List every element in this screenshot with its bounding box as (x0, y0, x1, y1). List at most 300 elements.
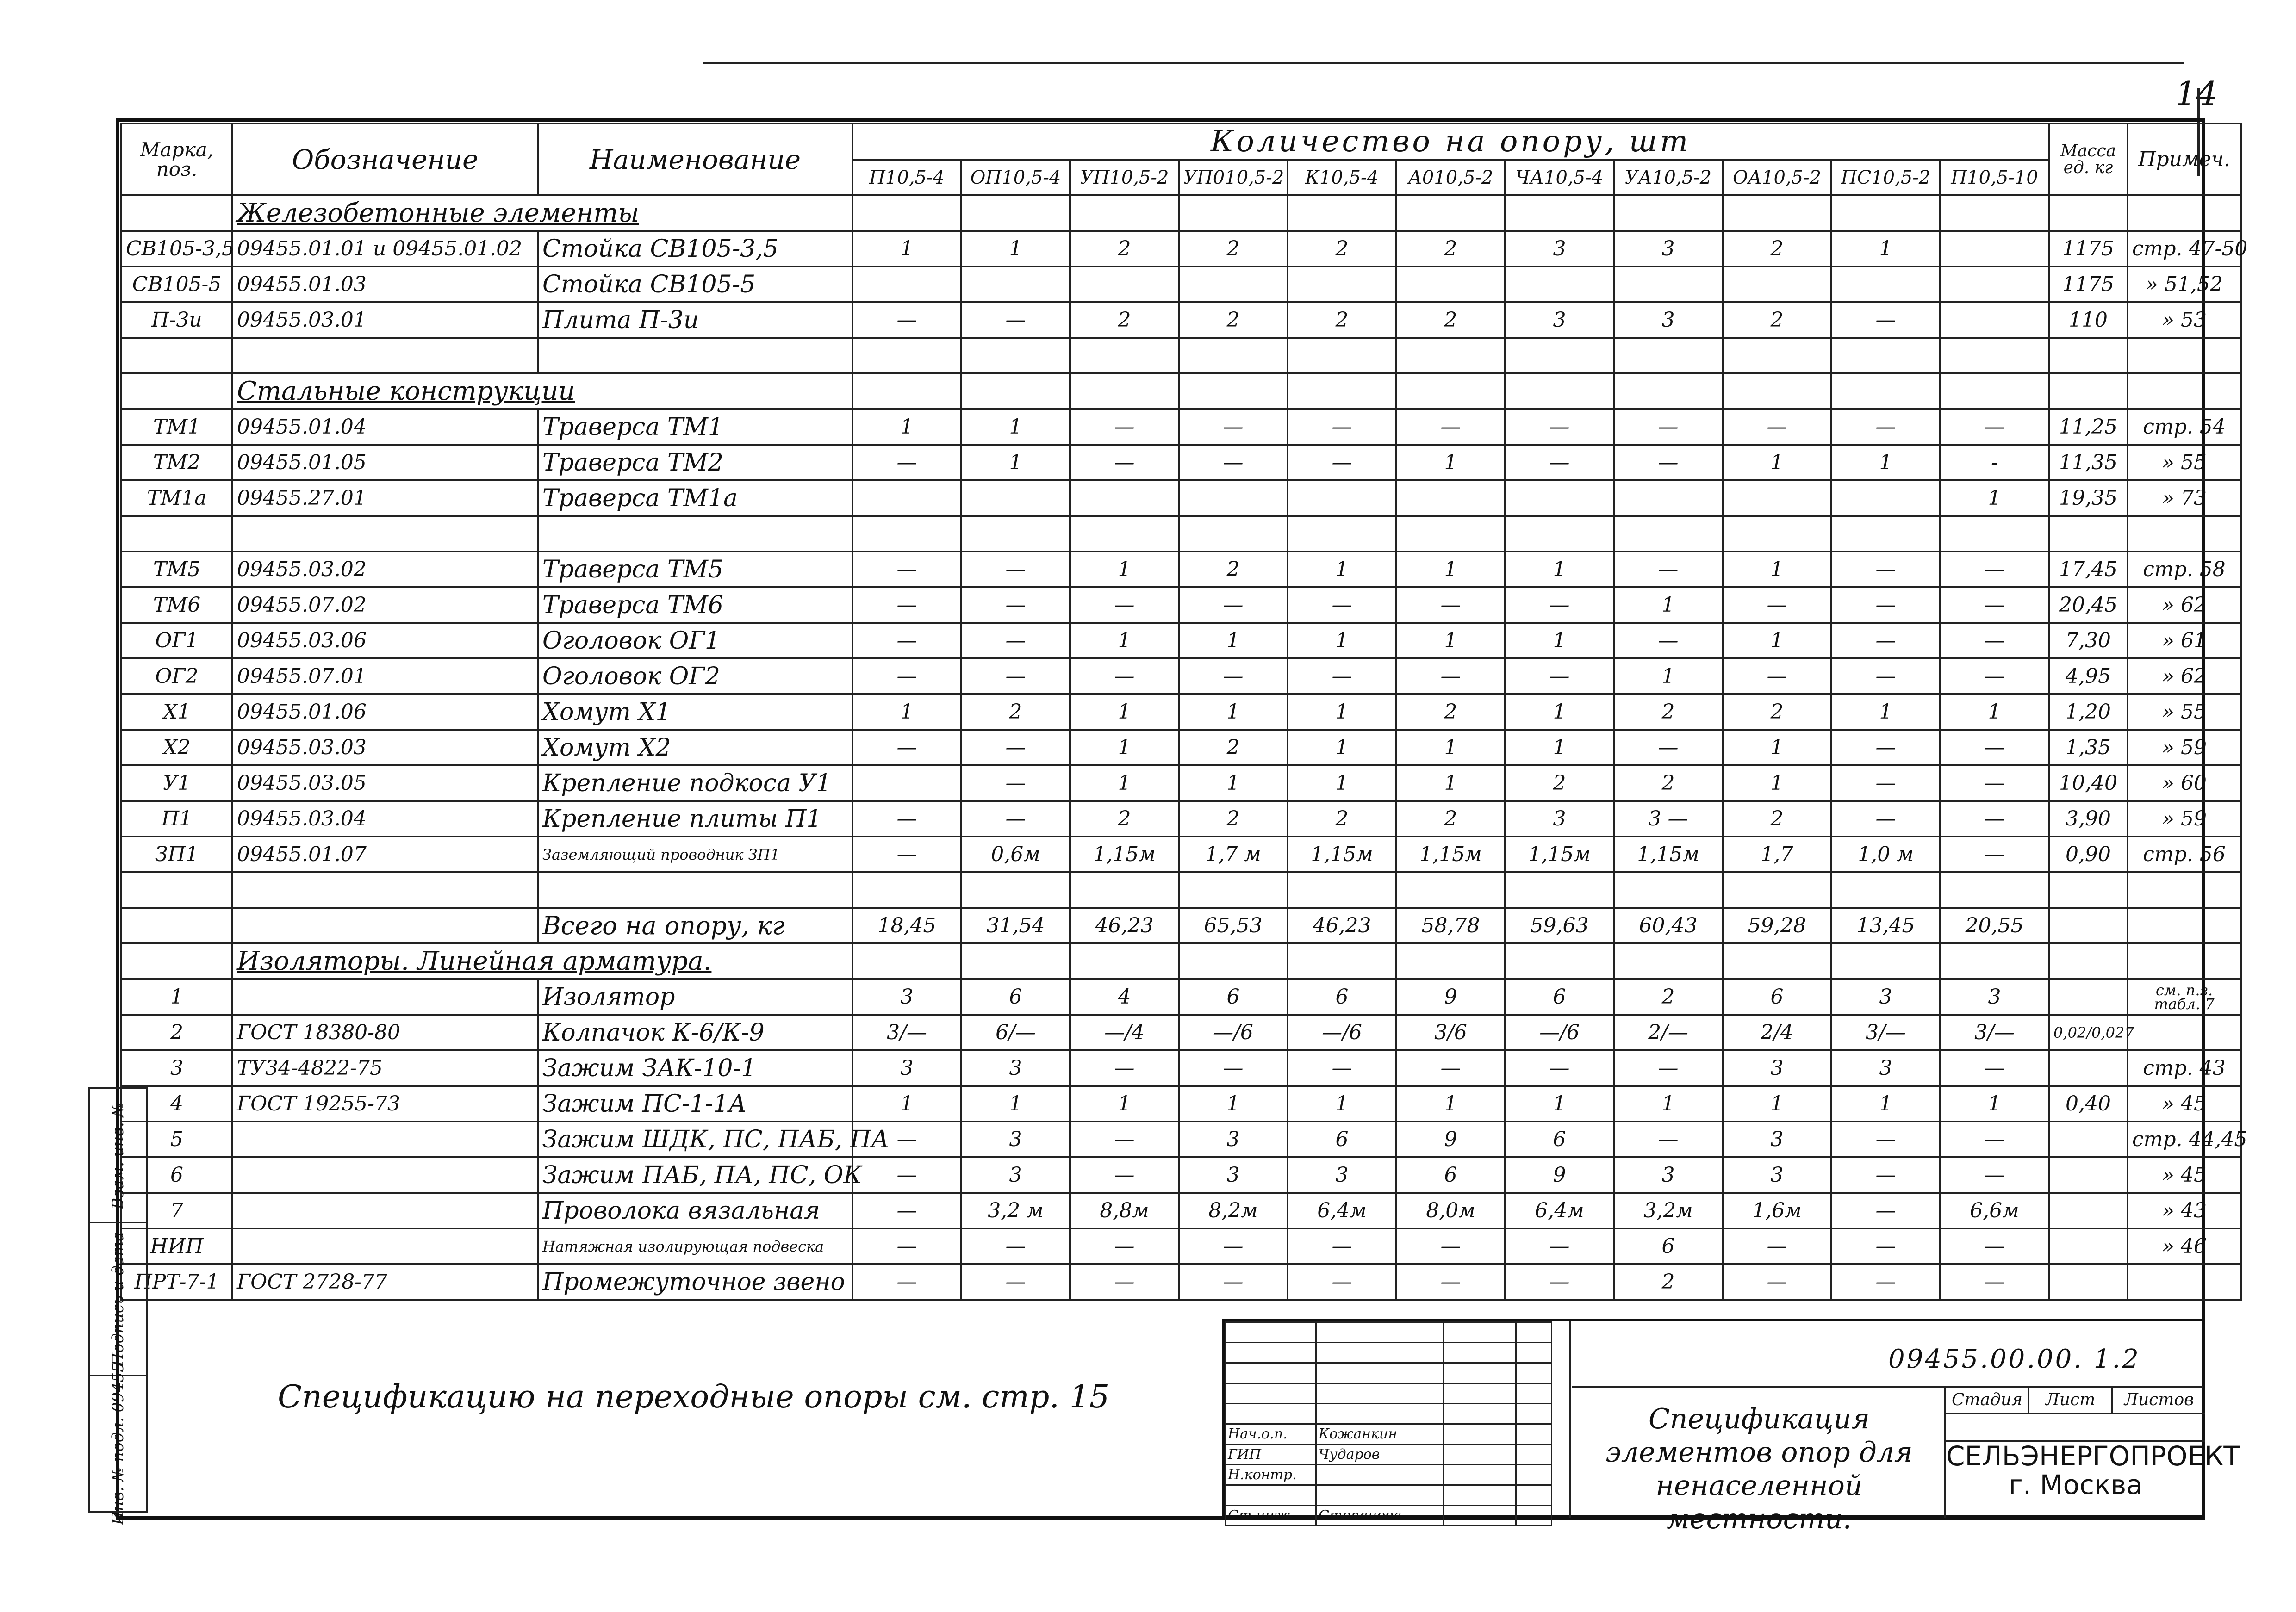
name-cell: Хомут Х2 (538, 730, 852, 765)
page-number: 14 (2175, 74, 2218, 113)
empty-cell (1831, 338, 1940, 373)
quantity-cell: 1 (852, 1086, 961, 1122)
date-cell (1516, 1485, 1552, 1506)
quantity-cell: — (1179, 1228, 1288, 1264)
signature-cell (1444, 1445, 1516, 1465)
quantity-cell: 1 (1070, 765, 1179, 801)
designation-cell: 09455.03.06 (232, 623, 538, 658)
role-cell (1226, 1383, 1316, 1404)
quantity-cell: — (1614, 445, 1723, 480)
table-row (121, 837, 2241, 872)
quantity-cell: 6 (1179, 979, 1288, 1015)
empty-cell (961, 373, 1070, 409)
mass-cell (2049, 1264, 2128, 1300)
quantity-cell: — (1070, 1264, 1179, 1300)
role-cell (1226, 1404, 1316, 1424)
quantity-cell: 2 (1179, 302, 1288, 338)
quantity-cell: 6 (1396, 1157, 1505, 1193)
empty-cell (538, 338, 852, 373)
empty-cell (1288, 195, 1396, 231)
quantity-cell: — (1940, 1228, 2049, 1264)
note-cell: » 45 (2128, 1157, 2241, 1193)
quantity-cell: 1,15м (1614, 837, 1723, 872)
note-cell: » 51,52 (2128, 267, 2241, 302)
quantity-cell: — (1396, 587, 1505, 623)
empty-cell (1070, 338, 1179, 373)
quantity-cell: — (1070, 445, 1179, 480)
signature-row (1226, 1343, 1552, 1363)
quantity-cell: 1 (1505, 623, 1614, 658)
designation-cell: 09455.03.02 (232, 552, 538, 587)
quantity-cell: 1 (1831, 445, 1940, 480)
quantity-cell: 2 (1179, 552, 1288, 587)
signature-row (1226, 1363, 1552, 1383)
empty-cell (1288, 338, 1396, 373)
quantity-cell: 3 (1831, 979, 1940, 1015)
quantity-cell: — (852, 1228, 961, 1264)
quantity-cell: 1 (1505, 694, 1614, 730)
quantity-cell: — (1505, 409, 1614, 445)
table-row (121, 658, 2241, 694)
quantity-cell: —/6 (1179, 1015, 1288, 1050)
empty-cell (1940, 195, 2049, 231)
empty-cell (1614, 373, 1723, 409)
quantity-cell: — (1505, 1228, 1614, 1264)
mark-cell: Х1 (121, 694, 232, 730)
quantity-cell: 6 (961, 979, 1070, 1015)
designation-cell: 09455.01.03 (232, 267, 538, 302)
mark-cell: П1 (121, 801, 232, 837)
quantity-cell: 6 (1723, 979, 1831, 1015)
signature-cell (1444, 1404, 1516, 1424)
empty-cell (1179, 516, 1288, 552)
quantity-cell: — (1396, 1264, 1505, 1300)
mark-cell: 1 (121, 979, 232, 1015)
quantity-cell (1396, 480, 1505, 516)
mass-cell: 3,90 (2049, 801, 2128, 837)
quantity-cell: 1 (1070, 552, 1179, 587)
mass-cell: 1,35 (2049, 730, 2128, 765)
quantity-cell: 2 (1179, 231, 1288, 267)
header-designation: Обозначение (232, 124, 538, 195)
signature-grid (1225, 1321, 1552, 1526)
quantity-cell: — (1070, 1157, 1179, 1193)
note-cell: » 59 (2128, 801, 2241, 837)
quantity-cell: 1 (1940, 1086, 2049, 1122)
designation-cell: 09455.03.03 (232, 730, 538, 765)
note-cell: стр. 54 (2128, 409, 2241, 445)
quantity-cell (1179, 267, 1288, 302)
empty-cell (1940, 373, 2049, 409)
quantity-cell: — (961, 1228, 1070, 1264)
header-support-type: УП10,5-2 (1070, 160, 1179, 195)
name-cell: Зажим ПАБ, ПА, ПС, ОК (538, 1157, 852, 1193)
quantity-cell: — (1831, 1122, 1940, 1157)
side-stamp-cell: Инв. № подл. 09455 (109, 1362, 127, 1525)
quantity-cell: 1 (1723, 445, 1831, 480)
signature-cell (1444, 1343, 1516, 1363)
city: г. Москва (2009, 1469, 2143, 1500)
note-cell: » 60 (2128, 765, 2241, 801)
quantity-cell: 4 (1070, 979, 1179, 1015)
note-cell (2128, 1015, 2241, 1050)
quantity-cell: — (1070, 1050, 1179, 1086)
quantity-cell: 3 (1614, 1157, 1723, 1193)
empty-cell (121, 195, 232, 231)
quantity-cell: — (1288, 658, 1396, 694)
empty-cell (1505, 338, 1614, 373)
note-cell: стр. 58 (2128, 552, 2241, 587)
quantity-cell: — (1505, 587, 1614, 623)
signature-cell (1444, 1383, 1516, 1404)
quantity-cell (1070, 267, 1179, 302)
surname-cell (1316, 1343, 1444, 1363)
quantity-cell: 1 (1505, 730, 1614, 765)
mark-cell: ТМ1 (121, 409, 232, 445)
quantity-cell: — (1070, 1228, 1179, 1264)
empty-cell (2128, 373, 2241, 409)
quantity-cell: 1 (1070, 730, 1179, 765)
quantity-cell: — (1831, 658, 1940, 694)
empty-cell (1614, 872, 1723, 908)
quantity-cell: 1 (1070, 1086, 1179, 1122)
quantity-cell: — (1505, 445, 1614, 480)
quantity-cell: 6 (1614, 1228, 1723, 1264)
quantity-cell: 1,6м (1723, 1193, 1831, 1228)
quantity-cell: 1,15м (1288, 837, 1396, 872)
quantity-cell: 1 (1505, 1086, 1614, 1122)
date-cell (1516, 1445, 1552, 1465)
empty-cell (1723, 195, 1831, 231)
quantity-cell: 1 (1179, 694, 1288, 730)
quantity-cell: — (961, 587, 1070, 623)
header-mark: Марка, поз. (121, 124, 232, 195)
quantity-cell: 1,7 м (1179, 837, 1288, 872)
quantity-cell: — (1940, 837, 2049, 872)
section-row (121, 373, 2241, 409)
empty-cell (1288, 943, 1396, 979)
empty-cell (1723, 872, 1831, 908)
empty-cell (1179, 195, 1288, 231)
empty-cell (1396, 373, 1505, 409)
quantity-cell: 3 — (1614, 801, 1723, 837)
empty-cell (1179, 872, 1288, 908)
surname-cell (1316, 1363, 1444, 1383)
mark-cell: ПРТ-7-1 (121, 1264, 232, 1300)
mark-cell: Х2 (121, 730, 232, 765)
surname-cell (1316, 1485, 1444, 1506)
date-cell (1516, 1322, 1552, 1343)
name-cell: Стойка СВ105-5 (538, 267, 852, 302)
empty-cell (2128, 516, 2241, 552)
surname-cell: Чударов (1316, 1445, 1444, 1465)
mass-cell: 7,30 (2049, 623, 2128, 658)
designation-cell (232, 1157, 538, 1193)
header-support-type: ПС10,5-2 (1831, 160, 1940, 195)
quantity-cell: 2 (1614, 694, 1723, 730)
name-cell: Натяжная изолирующая подвеска (538, 1228, 852, 1264)
quantity-cell (1940, 231, 2049, 267)
quantity-cell: 1,7 (1723, 837, 1831, 872)
empty-cell (1179, 338, 1288, 373)
quantity-cell (1940, 267, 2049, 302)
mark-cell: ОГ1 (121, 623, 232, 658)
table-row (121, 267, 2241, 302)
empty-cell (1070, 516, 1179, 552)
quantity-cell: — (1831, 302, 1940, 338)
table-row (121, 730, 2241, 765)
designation-cell: 09455.03.01 (232, 302, 538, 338)
empty-cell (852, 373, 961, 409)
mass-cell: 1,20 (2049, 694, 2128, 730)
quantity-cell: 1 (1179, 623, 1288, 658)
quantity-cell: 1,15м (1505, 837, 1614, 872)
quantity-cell: — (1179, 658, 1288, 694)
empty-cell (1070, 943, 1179, 979)
mark-cell: 5 (121, 1122, 232, 1157)
empty-cell (1070, 872, 1179, 908)
total-mass-cell: 58,78 (1396, 908, 1505, 943)
mark-cell: СВ105-3,5 (121, 231, 232, 267)
empty-cell (1940, 872, 2049, 908)
organization-name (1946, 1440, 2240, 1500)
quantity-cell: — (852, 587, 961, 623)
empty-cell (1940, 516, 2049, 552)
header-quantity-group: Количество на опору, шт (852, 124, 2049, 160)
empty-cell (121, 908, 232, 943)
quantity-cell: 3 (1505, 231, 1614, 267)
table-row (121, 801, 2241, 837)
signature-cell (1444, 1485, 1516, 1506)
quantity-cell: — (961, 730, 1070, 765)
signature-row (1226, 1485, 1552, 1506)
empty-cell (2049, 338, 2128, 373)
quantity-cell: 1 (1070, 694, 1179, 730)
empty-cell (1505, 195, 1614, 231)
mass-cell: 17,45 (2049, 552, 2128, 587)
empty-cell (1070, 195, 1179, 231)
mass-cell (2049, 1050, 2128, 1086)
quantity-cell: 2 (1288, 801, 1396, 837)
quantity-cell: 1 (1831, 694, 1940, 730)
organization-block (1944, 1386, 2240, 1518)
quantity-cell (961, 480, 1070, 516)
signature-row (1226, 1424, 1552, 1445)
quantity-cell: 2 (1614, 1264, 1723, 1300)
organization: СЕЛЬЭНЕРГОПРОЕКТ (1946, 1440, 2240, 1472)
empty-cell (2128, 908, 2241, 943)
quantity-cell: — (1940, 623, 2049, 658)
total-mass-cell: 31,54 (961, 908, 1070, 943)
designation-cell: 09455.01.04 (232, 409, 538, 445)
quantity-cell: 1 (852, 231, 961, 267)
empty-cell (2049, 908, 2128, 943)
quantity-cell: — (852, 302, 961, 338)
note-cell: стр. 47-50 (2128, 231, 2241, 267)
empty-cell (1940, 943, 2049, 979)
quantity-cell: —/4 (1070, 1015, 1179, 1050)
quantity-cell: — (961, 302, 1070, 338)
name-cell: Стойка СВ105-3,5 (538, 231, 852, 267)
empty-cell (1831, 516, 1940, 552)
empty-cell (232, 516, 538, 552)
quantity-cell: — (852, 445, 961, 480)
quantity-cell: 2 (1288, 302, 1396, 338)
role-cell: Нач.о.п. (1226, 1424, 1316, 1445)
empty-cell (1396, 872, 1505, 908)
quantity-cell: — (1940, 1157, 2049, 1193)
quantity-cell: — (1940, 765, 2049, 801)
table-row (121, 1264, 2241, 1300)
header-support-type: УА10,5-2 (1614, 160, 1723, 195)
role-cell: Ст.инж. (1226, 1506, 1316, 1526)
signature-row (1226, 1383, 1552, 1404)
quantity-cell: 1 (1396, 730, 1505, 765)
table-row (121, 1122, 2241, 1157)
mass-cell: 110 (2049, 302, 2128, 338)
quantity-cell: 1 (852, 409, 961, 445)
mass-cell: 10,40 (2049, 765, 2128, 801)
quantity-cell: — (1831, 1228, 1940, 1264)
total-label: Всего на опору, кг (538, 908, 852, 943)
quantity-cell: 1 (1179, 765, 1288, 801)
quantity-cell (1723, 267, 1831, 302)
mark-cell: П-3и (121, 302, 232, 338)
signature-cell (1444, 1465, 1516, 1485)
quantity-cell: 1 (1614, 587, 1723, 623)
quantity-cell: — (1070, 1122, 1179, 1157)
empty-cell (1614, 195, 1723, 231)
quantity-cell: — (1614, 730, 1723, 765)
name-cell: Проволока вязальная (538, 1193, 852, 1228)
quantity-cell: 1 (852, 694, 961, 730)
empty-cell (1288, 373, 1396, 409)
note-cell: » 55 (2128, 694, 2241, 730)
section-title: Стальные конструкции (232, 373, 852, 409)
quantity-cell: 1 (961, 445, 1070, 480)
quantity-cell: 1 (1288, 765, 1396, 801)
quantity-cell: — (961, 1264, 1070, 1300)
quantity-cell: 2 (1614, 765, 1723, 801)
quantity-cell: — (852, 623, 961, 658)
quantity-cell: 6 (1505, 1122, 1614, 1157)
quantity-cell: 2 (1723, 231, 1831, 267)
quantity-cell: — (1288, 587, 1396, 623)
total-mass-cell: 60,43 (1614, 908, 1723, 943)
empty-cell (121, 943, 232, 979)
mass-cell: 0,40 (2049, 1086, 2128, 1122)
designation-cell: 09455.03.04 (232, 801, 538, 837)
empty-cell (1396, 943, 1505, 979)
mark-cell: 4 (121, 1086, 232, 1122)
empty-cell (1505, 373, 1614, 409)
quantity-cell: 1,0 м (1831, 837, 1940, 872)
name-cell: Траверса ТМ5 (538, 552, 852, 587)
designation-cell: ГОСТ 19255-73 (232, 1086, 538, 1122)
quantity-cell: — (1940, 1122, 2049, 1157)
quantity-cell: — (1179, 587, 1288, 623)
note-cell: стр. 44,45 (2128, 1122, 2241, 1157)
quantity-cell: — (1288, 409, 1396, 445)
mark-cell: 6 (121, 1157, 232, 1193)
quantity-cell: - (1940, 445, 2049, 480)
table-row (121, 1193, 2241, 1228)
empty-cell (2049, 373, 2128, 409)
surname-cell: Степанова (1316, 1506, 1444, 1526)
quantity-cell: 1 (1396, 552, 1505, 587)
quantity-cell: — (961, 552, 1070, 587)
quantity-cell: — (1505, 658, 1614, 694)
date-cell (1516, 1424, 1552, 1445)
empty-cell (1831, 373, 1940, 409)
quantity-cell (1723, 480, 1831, 516)
quantity-cell: 1 (1831, 1086, 1940, 1122)
designation-cell: 09455.01.07 (232, 837, 538, 872)
designation-cell: 09455.01.01 и 09455.01.02 (232, 231, 538, 267)
signature-row (1226, 1404, 1552, 1424)
empty-cell (232, 872, 538, 908)
header-note: Примеч. (2128, 124, 2241, 195)
empty-cell (2049, 516, 2128, 552)
quantity-cell: — (1614, 623, 1723, 658)
quantity-cell: 3 (1723, 1050, 1831, 1086)
quantity-cell: — (1831, 730, 1940, 765)
mass-cell: 0,90 (2049, 837, 2128, 872)
quantity-cell: 3 (1505, 801, 1614, 837)
quantity-cell: 1 (1396, 1086, 1505, 1122)
empty-cell (852, 516, 961, 552)
empty-cell (2049, 872, 2128, 908)
quantity-cell: 3 (852, 979, 961, 1015)
quantity-cell: — (1831, 1157, 1940, 1193)
quantity-cell: 1 (1723, 730, 1831, 765)
quantity-cell: — (1940, 552, 2049, 587)
quantity-cell: 3,2м (1614, 1193, 1723, 1228)
quantity-cell: 1 (1396, 765, 1505, 801)
quantity-cell: — (961, 623, 1070, 658)
table-row (121, 694, 2241, 730)
empty-cell (961, 338, 1070, 373)
empty-cell (1831, 872, 1940, 908)
top-rule (703, 62, 2184, 64)
note-cell: » 46 (2128, 1228, 2241, 1264)
role-cell (1226, 1363, 1316, 1383)
quantity-cell: — (1723, 409, 1831, 445)
quantity-cell: 2 (1723, 801, 1831, 837)
quantity-cell: — (852, 730, 961, 765)
total-mass-cell: 65,53 (1179, 908, 1288, 943)
section-row (121, 195, 2241, 231)
empty-cell (1831, 943, 1940, 979)
quantity-cell: 1 (1396, 623, 1505, 658)
table-row (121, 409, 2241, 445)
mass-cell: 11,35 (2049, 445, 2128, 480)
quantity-cell: — (1831, 587, 1940, 623)
empty-cell (1396, 195, 1505, 231)
quantity-cell: 3 (1614, 231, 1723, 267)
note-cell: стр. 56 (2128, 837, 2241, 872)
name-cell: Зажим ПС-1-1А (538, 1086, 852, 1122)
empty-cell (2128, 195, 2241, 231)
mass-cell: 11,25 (2049, 409, 2128, 445)
quantity-cell: — (1940, 730, 2049, 765)
quantity-cell: 3 (1614, 302, 1723, 338)
mass-cell: 1175 (2049, 231, 2128, 267)
name-cell: Изолятор (538, 979, 852, 1015)
quantity-cell: — (1723, 658, 1831, 694)
quantity-cell: 3 (852, 1050, 961, 1086)
header-support-type: К10,5-4 (1288, 160, 1396, 195)
